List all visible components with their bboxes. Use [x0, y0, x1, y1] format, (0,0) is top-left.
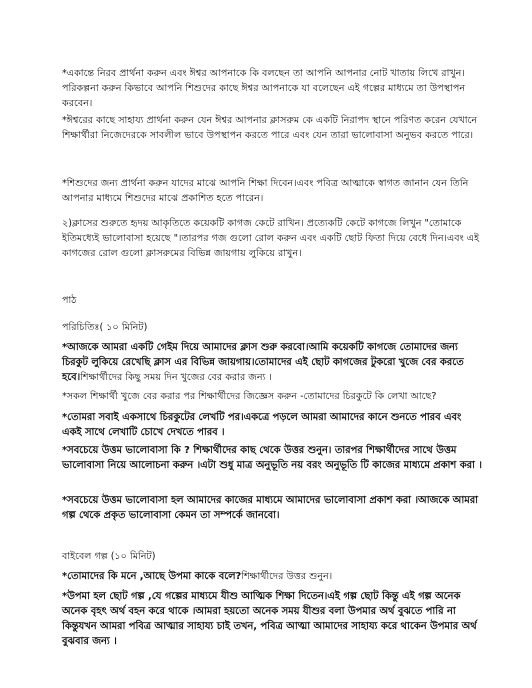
- intro-best-love-paragraph: *সবচেয়ে উত্তম ভালোবাসা কি ? শিক্ষার্থীদের কাছ থেকে উত্তর শুনুন। তারপর শিক্ষার্থীদের সাথে উত্তম ভালোবাসা নিয়ে আলোচনা করুন ।এটা শুধু মাত্র অনুভূতি নয় বরং অনুভূতি টি কাজের মাধ্যমে প্রকাশ করা ।: [62, 445, 482, 471]
- section-title: পাঠ: [62, 295, 77, 306]
- bible-parable-instruction: শিক্ষার্থীদের উত্তর শুনুন।: [241, 571, 333, 582]
- prayer-classroom-paragraph: *ঈশ্বরের কাছে সাহায্য প্রার্থনা করুন যেন ঈশ্বর আপনার ক্লাসরুম কে একটি নিরাপদ স্থানে পরিণত করেন যেখানে শিক্ষার্থীরা নিজেদেরকে সাবলীল ভাবে উপস্থাপন করতে পারে এবং যেন তারা ভালোবাসা অনুভব করতে পারে।: [62, 115, 478, 141]
- intro-read-paragraph: *তোমরা সবাই একসাথে চিরকুটের লেখটি পর।একত্রে পড়লে আমরা আমাদের কানে শুনতে পারব এবং একই সাথে লেখাটি চোখে দেখতে পারব ।: [62, 412, 462, 438]
- intro-game-text: *আজকে আমরা একটি গেইম দিয়ে আমাদের ক্লাস শুরু করবো।আমি কয়েকটি কাগজে তোমাদের জন্য চিরকুট লুকিয়ে রেখেছি ক্লাস এর বিভিন্ন জায়গায়।তোমাদের এই ছোট কাগজের টুকরো খুজে বের করতে হবে।: [62, 342, 464, 383]
- bible-parable-question-text: *তোমাদের কি মনে ,আছে উপমা কাকে বলে?: [62, 571, 242, 582]
- bible-parable-question: [62, 569, 482, 584]
- intro-game-instruction: শিক্ষার্থীদের কিছু সময় দিন খুজের বের করার জন্য ।: [80, 372, 272, 383]
- prayer-note-paragraph: *একান্তে নিরব প্রার্থনা করুন এবং ঈশ্বর আপনাকে কি বলছেন তা আপনি আপনার নোট খাতায় লিখে রাখুন।পরিকল্পনা করুন কিভাবে আপনি শিশুদের কাছে ঈশ্বর আপনাকে যা বলেছেন এই গল্পের মাধ্যমে তা উপস্থাপন করবেন।: [62, 68, 466, 109]
- bible-story-label: বাইবেল গল্প (১০ মিনিট): [62, 551, 156, 562]
- bible-parable-paragraph: *উপমা হল ছোট গল্প ,যে গল্পের মাধ্যমে যীশু আত্মিক শিক্ষা দিতেন।এই গল্প ছোট কিন্তু এই গল্প অনেক অনেক বৃহৎ অর্থ বহন করে থাকে ।আমরা হয়তো অনেক সময় যীশুর বলা উপমার অর্থ বুঝতে পারি না কিন্তুযখন আমরা পবিত্র আত্মার সাহায্য চাই তখন, পবিত্র আত্মা আমাদের সাহায্য করে থাকেন উপমার অর্থ বুঝবার জন্য ।: [62, 591, 477, 647]
- intro-express-love-paragraph: *সবচেয়ে উত্তম ভালোবাসা হল আমাদের কাজের মাধ্যমে আমাদের ভালোবাসা প্রকাশ করা ।আজকে আমরা গল্প থেকে প্রকৃত ভালোবাসা কেমন তা সম্পর্কে জানবো।: [62, 495, 478, 521]
- prayer-children-paragraph: *শিশুদের জন্য প্রার্থনা করুন যাদের মাঝে আপনি শিক্ষা দিবেন।এবং পবিত্র আত্মাকে স্বাগত জানান যেন তিনি আপনার মাধ্যমে শিশুদের মাঝে প্রকাশিত হতে পারেন।: [62, 178, 469, 204]
- intro-label: পরিচিতিঃ( ১০ মিনিট): [62, 322, 148, 333]
- intro-ask-paragraph: *সকল শিক্ষার্থী খুজে বের করার পর শিক্ষার্থীদের জিজ্ঞেস করুন -তোমাদের চিরকুটে কি লেখা আছে?: [62, 391, 437, 402]
- intro-game-paragraph: [62, 340, 482, 385]
- preparation-paragraph: ২)ক্লাসের শুরুতে হৃদয় আকৃতিতে কয়েকটি কাগজ কেটে রাখিন। প্রত্যেকটি কেটে কাগজে লিখুন "তোমাকে ইতিমধ্যেই ভালোবাসা হয়েছে "।তারপর গজ গুলো রোল করুন এবং একটি ছোট ফিতা দিয়ে বেধে দিন।এবং এই কাগজের রোল গুলো ক্লাসরুমের বিভিন্ন জায়গায় লুকিয়ে রাখুন।: [62, 218, 480, 259]
